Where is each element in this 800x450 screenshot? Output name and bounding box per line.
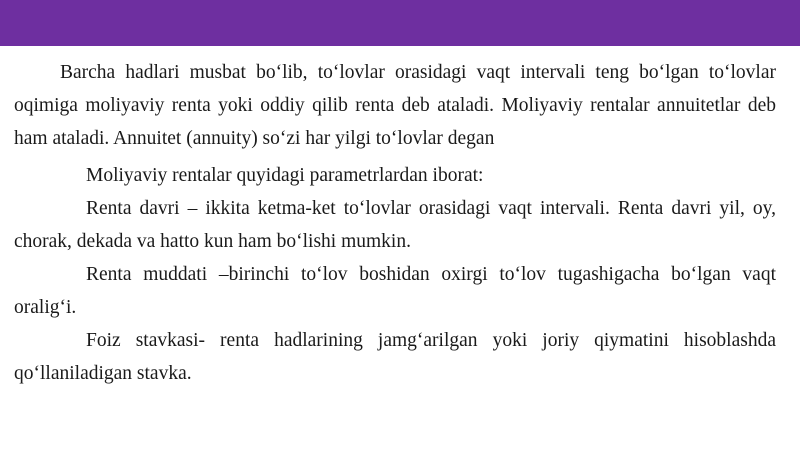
paragraph-renta-muddati: Renta muddati –birinchi to‘lov boshidan oxirgi to‘lov tugashigacha bo‘lgan vaqt oralig‘i. xyxy=(14,264,776,318)
paragraph-parameters-intro: Moliyaviy rentalar quyidagi parametrlardan iborat: xyxy=(86,165,484,186)
paragraph-renta-definition: Barcha hadlari musbat bo‘lib, to‘lovlar orasidagi vaqt intervali teng bo‘lgan to‘lovlar oqimiga moliyaviy renta yoki oddiy qilib renta deb ataladi. Moliyaviy rentalar annuitetlar deb ham ataladi. Annuitet (annuity) so‘zi har yilgi to‘lovlar degan xyxy=(14,62,776,149)
slide-content xyxy=(14,56,776,390)
paragraph-foiz-stavkasi: Foiz stavkasi- renta hadlarining jamg‘arilgan yoki joriy qiymatini hisoblashda qo‘llaniladigan stavka. xyxy=(14,330,776,384)
header-bar xyxy=(0,0,800,46)
paragraph-renta-davri: Renta davri – ikkita ketma-ket to‘lovlar orasidagi vaqt intervali. Renta davri yil, oy, chorak, dekada va hatto kun ham bo‘lishi mumkin. xyxy=(14,198,776,252)
